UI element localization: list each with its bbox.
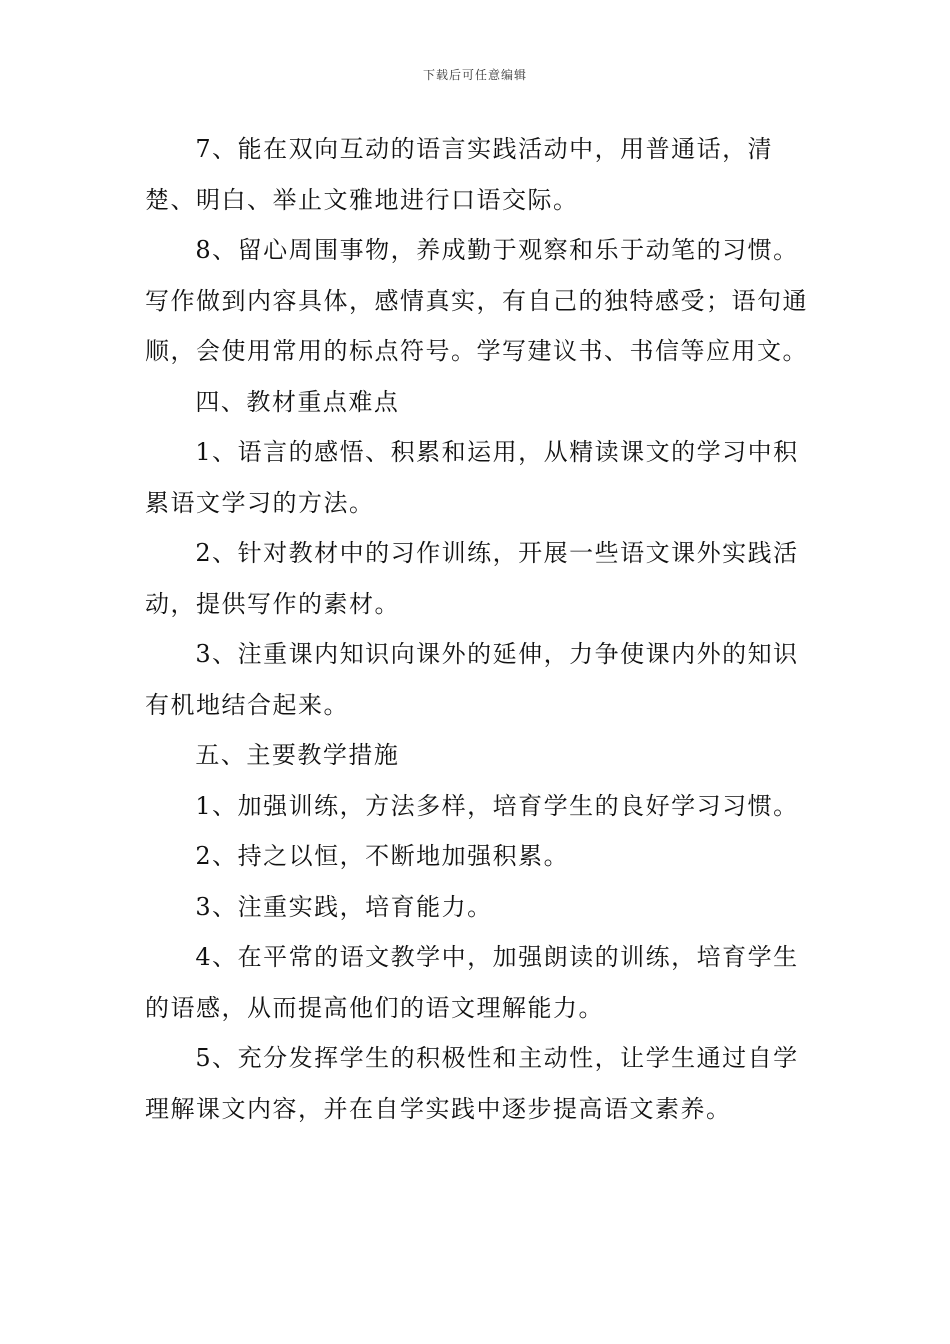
paragraph-measure-3: 3、注重实践，培育能力。 bbox=[195, 892, 493, 921]
section-heading-5: 五、主要教学措施 bbox=[195, 741, 400, 769]
paragraph-item-8: 8、留心周围事物，养成勤于观察和乐于动笔的习惯。写作做到内容具体，感情真实，有自己的独特感受；语句通顺，会使用常用的标点符号。学写建议书、书信等应用文。 bbox=[145, 236, 808, 365]
paragraph-measure-1: 1、加强训练，方法多样，培育学生的良好学习习惯。 bbox=[195, 791, 799, 820]
paragraph-measure-2: 2、持之以恒，不断地加强积累。 bbox=[195, 842, 570, 870]
paragraph-measure-4: 4、在平常的语文教学中，加强朗读的训练，培育学生的语感，从而提高他们的语文理解能力。 bbox=[145, 943, 799, 1022]
page-header: 下载后可任意编辑 bbox=[422, 68, 527, 82]
paragraph-item-7: 7、能在双向互动的语言实践活动中，用普通话，清楚、明白、举止文雅地进行口语交际。 bbox=[145, 135, 774, 214]
paragraph-measure-5: 5、充分发挥学生的积极性和主动性，让学生通过自学理解课文内容，并在自学实践中逐步提高语文素养。 bbox=[145, 1044, 799, 1123]
paragraph-key-point-2: 2、针对教材中的习作训练，开展一些语文课外实践活动，提供写作的素材。 bbox=[145, 539, 799, 618]
section-heading-4: 四、教材重点难点 bbox=[195, 387, 400, 416]
paragraph-key-point-1: 1、语言的感悟、积累和运用，从精读课文的学习中积累语文学习的方法。 bbox=[145, 438, 799, 517]
paragraph-key-point-3: 3、注重课内知识向课外的延伸，力争使课内外的知识有机地结合起来。 bbox=[145, 640, 799, 719]
document-body bbox=[145, 124, 810, 1134]
